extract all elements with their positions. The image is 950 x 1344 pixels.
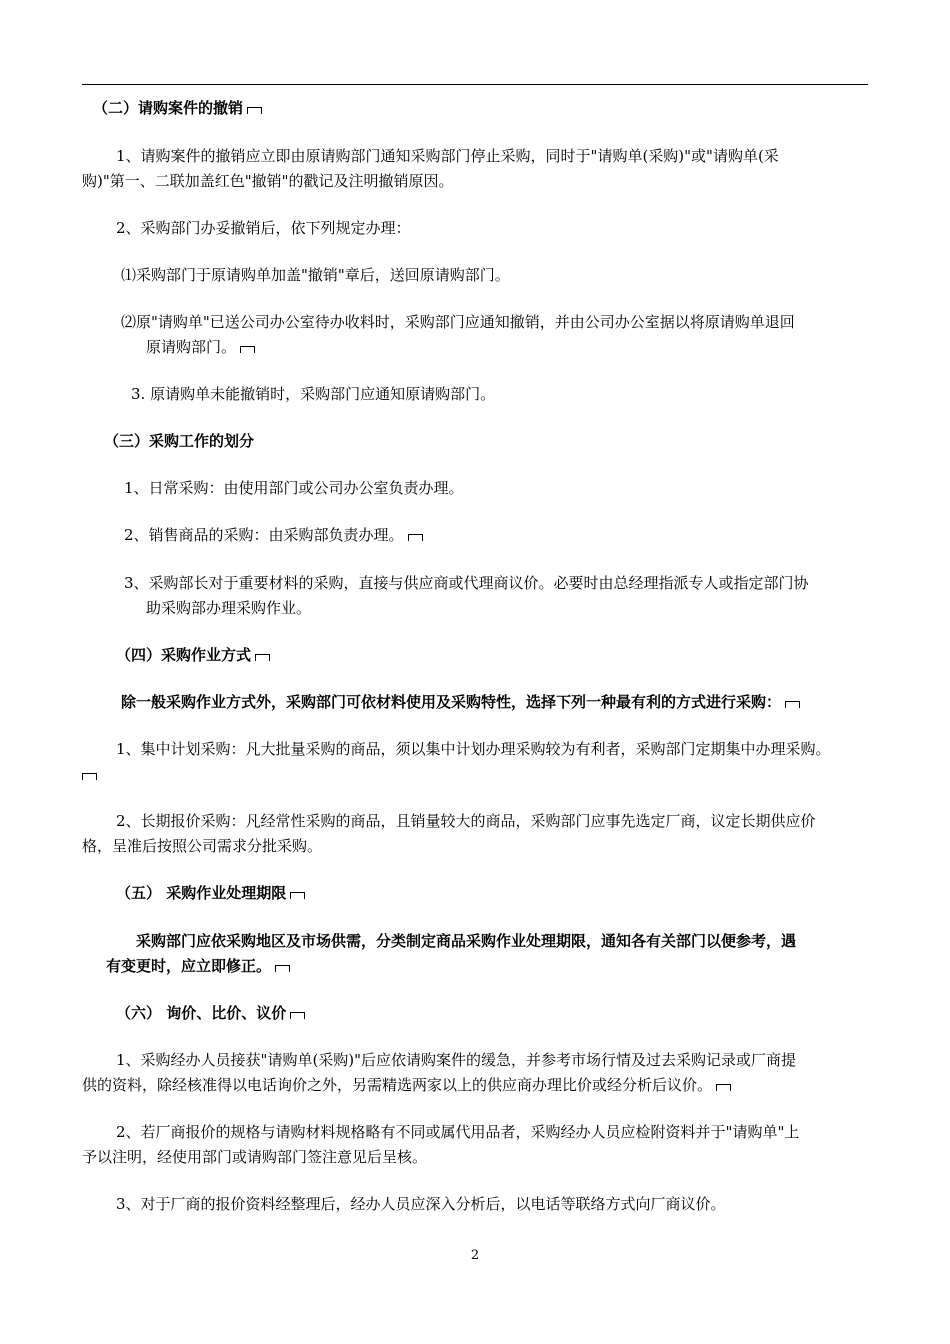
- paragraph-line: 购)"第一、二联加盖红色"撤销"的戳记及注明撤销原因。: [82, 172, 454, 190]
- paragraph-line: 2、长期报价采购：凡经常性采购的商品，且销量较大的商品，采购部门应事先选定厂商，议定长期供应价: [116, 812, 816, 830]
- paragraph-line: 2、销售商品的采购：由采购部负责办理。: [124, 525, 423, 545]
- paragraph-line: 1、日常采购：由使用部门或公司办公室负责办理。: [124, 479, 464, 497]
- paragraph-line: 格，呈准后按照公司需求分批采购。: [82, 837, 323, 855]
- paragraph-line: [82, 764, 97, 784]
- paragraph-line: 除一般采购作业方式外，采购部门可依材料使用及采购特性，选择下列一种最有利的方式进行采购：: [121, 692, 800, 712]
- paragraph-line: 1、集中计划采购：凡大批量采购的商品，须以集中计划办理采购较为有利者，采购部门定期集中办理采购。: [116, 740, 831, 758]
- paragraph-line: 2、采购部门办妥撤销后，依下列规定办理：: [116, 219, 411, 237]
- paragraph-line: 有变更时，应立即修正。: [106, 956, 290, 976]
- section-heading: （二）请购案件的撤销: [93, 98, 262, 118]
- paragraph-mark-icon: [247, 107, 262, 114]
- paragraph-line: 2、若厂商报价的规格与请购材料规格略有不同或属代用品者，采购经办人员应检附资料并于"请购单"上: [116, 1123, 800, 1141]
- paragraph-line: 1、请购案件的撤销应立即由原请购部门通知采购部门停止采购，同时于"请购单(采购)"或"请购单(采: [116, 147, 779, 165]
- paragraph-line: 1、采购经办人员接获"请购单(采购)"后应依请购案件的缓急，并参考市场行情及过去采购记录或厂商提: [116, 1051, 797, 1069]
- section-heading: （四）采购作业方式: [116, 645, 270, 665]
- section-heading: （三）采购工作的划分: [104, 432, 255, 450]
- paragraph-line: 3. 原请购单未能撤销时，采购部门应通知原请购部门。: [131, 385, 496, 403]
- paragraph-line: ⑴采购部门于原请购单加盖"撤销"章后，送回原请购部门。: [121, 266, 510, 284]
- paragraph-line: 供的资料，除经核准得以电话询价之外，另需精选两家以上的供应商办理比价或经分析后议价。: [82, 1075, 731, 1095]
- paragraph-line: 原请购部门。: [146, 337, 255, 357]
- page-number: 2: [470, 1248, 480, 1263]
- paragraph-mark-icon: [716, 1084, 731, 1091]
- paragraph-mark-icon: [785, 701, 800, 708]
- section-heading: （六） 询价、比价、议价: [116, 1003, 305, 1023]
- paragraph-line: 3、对于厂商的报价资料经整理后，经办人员应深入分析后，以电话等联络方式向厂商议价。: [116, 1195, 726, 1213]
- paragraph-line: ⑵原"请购单"已送公司办公室待办收料时，采购部门应通知撤销，并由公司办公室据以将原请购单退回: [121, 313, 795, 331]
- paragraph-mark-icon: [290, 1012, 305, 1019]
- section-heading: （五） 采购作业处理期限: [116, 883, 305, 903]
- header-rule: [82, 84, 868, 85]
- paragraph-line: 予以注明，经使用部门或请购部门签注意见后呈核。: [82, 1148, 428, 1166]
- paragraph-mark-icon: [408, 534, 423, 541]
- paragraph-line: 3、采购部长对于重要材料的采购，直接与供应商或代理商议价。必要时由总经理指派专人或指定部门协: [124, 574, 809, 592]
- paragraph-line: 助采购部办理采购作业。: [146, 599, 312, 617]
- paragraph-mark-icon: [82, 773, 97, 780]
- paragraph-mark-icon: [290, 892, 305, 899]
- paragraph-mark-icon: [275, 965, 290, 972]
- paragraph-mark-icon: [240, 346, 255, 353]
- paragraph-line: 采购部门应依采购地区及市场供需，分类制定商品采购作业处理期限，通知各有关部门以便参考，遇: [136, 932, 797, 950]
- paragraph-mark-icon: [255, 654, 270, 661]
